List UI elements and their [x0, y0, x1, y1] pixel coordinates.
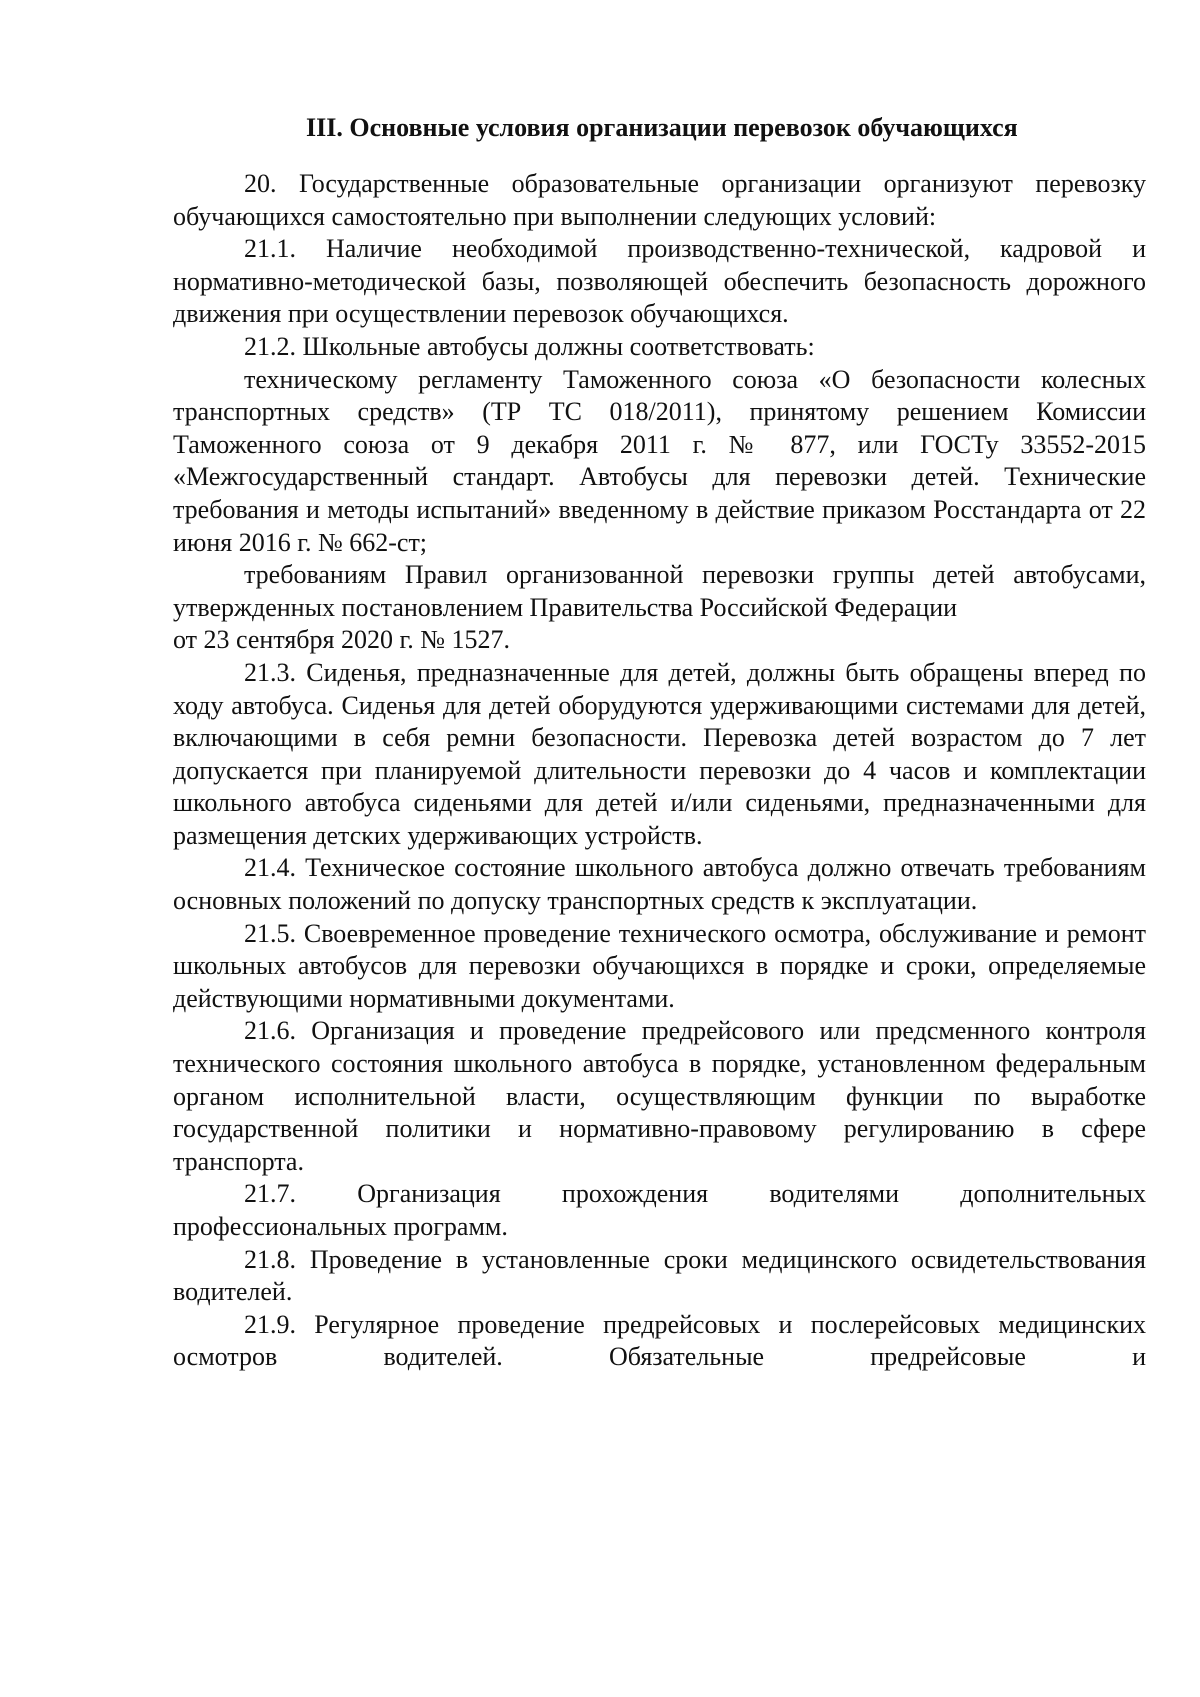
paragraph-rules-date: от 23 сентября 2020 г. № 1527.	[173, 625, 511, 655]
paragraph-21-4: 21.4. Техническое состояние школьного автобуса должно отвечать требованиям основных положений по допуску транспортных средств к эксплуатации.	[173, 853, 1146, 916]
paragraph-21-2: 21.2. Школьные автобусы должны соответствовать:	[244, 331, 815, 361]
paragraph-21-7: 21.7. Организация прохождения водителями дополнительных профессиональных программ.	[173, 1179, 1146, 1241]
paragraph-21-1: 21.1. Наличие необходимой производственно-технической, кадровой и нормативно-методической базы, позволяющей обеспечить безопасность дорожного движения при осуществлении перевозок обучающихся.	[173, 234, 1146, 329]
paragraph-21-5: 21.5. Своевременное проведение технического осмотра, обслуживание и ремонт школьных автобусов для перевозки обучающихся в порядке и сроки, определяемые действующими нормативными документами.	[173, 918, 1146, 1013]
section-heading: III. Основные условия организации перевозок обучающихся	[306, 113, 1018, 142]
paragraph-21-8: 21.8. Проведение в установленные сроки медицинского освидетельствования водителей.	[173, 1244, 1146, 1307]
document-body	[173, 112, 1146, 1374]
paragraph-rules-requirements: требованиям Правил организованной перевозки группы детей автобусами, утвержденных постановлением Правительства Российской Федерации	[173, 560, 1146, 622]
paragraph-21-9: 21.9. Регулярное проведение предрейсовых и послерейсовых медицинских осмотров водителей. Обязательные предрейсовые и	[173, 1309, 1146, 1372]
paragraph-tech-regulation: техническому регламенту Таможенного союза «О безопасности колесных транспортных средств» (ТР ТС 018/2011), принятому решением Комиссии Таможенного союза от 9 декабря 2011 г. № 877, или ГОСТу 33552-2015 «Межгосударственный стандарт. Автобусы для перевозки детей. Технические требования и методы испытаний» введенному в действие приказом Росстандарта от 22 июня 2016 г. № 662-ст;	[173, 364, 1146, 557]
paragraph-20: 20. Государственные образовательные организации организуют перевозку обучающихся самостоятельно при выполнении следующих условий:	[173, 169, 1146, 231]
paragraph-21-3: 21.3. Сиденья, предназначенные для детей, должны быть обращены вперед по ходу автобуса. Сиденья для детей оборудуются удерживающими системами для детей, включающими в себя ремни безопасности. Перевозка детей возрастом до 7 лет допускается при планируемой длительности перевозки до 4 часов и комплектации школьного автобуса сиденьями для детей и/или сиденьями, предназначенными для размещения детских удерживающих устройств.	[173, 657, 1146, 850]
paragraph-21-6: 21.6. Организация и проведение предрейсового или предсменного контроля технического состояния школьного автобуса в порядке, установленном федеральным органом исполнительной власти, осуществляющим функции по выработке государственной политики и нормативно-правовому регулированию в сфере транспорта.	[173, 1016, 1146, 1176]
